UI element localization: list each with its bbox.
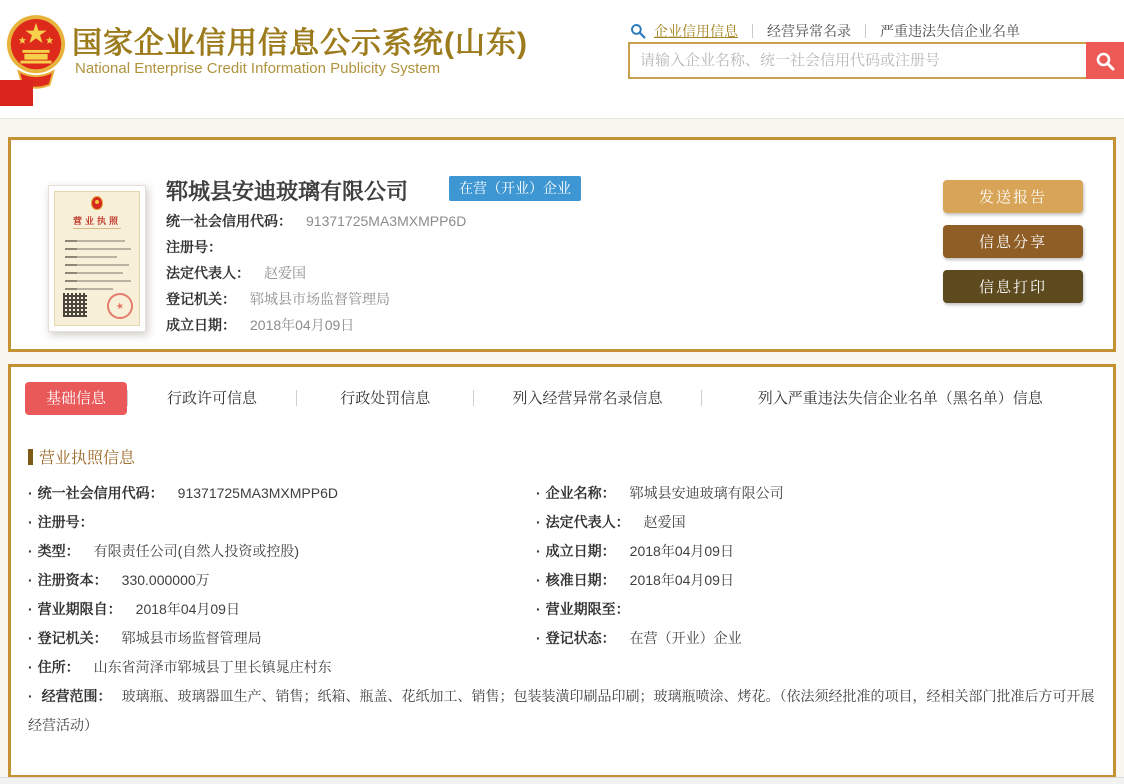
site-header bbox=[0, 0, 1124, 119]
field-label: 成立日期： bbox=[545, 543, 616, 559]
field-value: 91371725MA3MXMPP6D bbox=[306, 213, 467, 229]
field-label: 注册号： bbox=[37, 514, 94, 530]
site-subtitle: National Enterprise Credit Information Publicity System bbox=[75, 60, 441, 77]
license-text-line bbox=[65, 272, 123, 274]
field-approval-date bbox=[536, 566, 1070, 595]
section-header bbox=[28, 445, 135, 468]
field-credit-code bbox=[28, 479, 536, 508]
field-value: 赵爱国 bbox=[643, 514, 686, 530]
field-value: 山东省菏泽市郓城县丁里长镇晁庄村东 bbox=[93, 659, 332, 675]
field-label: 法定代表人： bbox=[166, 265, 250, 281]
summary-field-legal-representative bbox=[166, 260, 466, 286]
field-value: 郓城县市场监督管理局 bbox=[121, 630, 262, 646]
nav-separator bbox=[752, 24, 753, 38]
field-value: 玻璃瓶、玻璃器皿生产、销售；纸箱、瓶盖、花纸加工、销售；包装装潢印刷品印刷；玻璃瓶喷涂、烤花。（依法须经批准的项目，经相关部门批准后方可开展经营活动） bbox=[28, 688, 1095, 733]
field-label: 登记机关： bbox=[37, 630, 108, 646]
company-summary-card bbox=[8, 137, 1116, 352]
license-title: 营业执照 bbox=[72, 216, 121, 226]
search-icon bbox=[630, 23, 646, 39]
summary-field-credit-code bbox=[166, 208, 466, 234]
tab-bar bbox=[25, 381, 1099, 415]
summary-fields bbox=[166, 208, 466, 338]
license-text-line bbox=[65, 264, 129, 266]
field-company-name bbox=[536, 479, 1070, 508]
tab-basic-info[interactable]: 基础信息 bbox=[25, 382, 127, 415]
site-title: 国家企业信用信息公示系统(山东) bbox=[72, 27, 528, 60]
field-value: 郓城县市场监督管理局 bbox=[250, 291, 390, 307]
field-business-scope bbox=[28, 682, 1096, 740]
field-company-type bbox=[28, 537, 536, 566]
tab-administrative-penalty[interactable]: 行政处罚信息 bbox=[340, 389, 431, 407]
license-text-line bbox=[65, 240, 125, 242]
field-label: 登记机关： bbox=[166, 291, 236, 307]
grid-right-column bbox=[536, 479, 1070, 682]
field-value: 有限责任公司(自然人投资或控股) bbox=[93, 543, 299, 559]
tab-blacklist[interactable]: 列入严重违法失信企业名单（黑名单）信息 bbox=[757, 389, 1043, 407]
field-value: 330.000000万 bbox=[121, 572, 210, 588]
nav-separator bbox=[865, 24, 866, 38]
logo-red-ribbon bbox=[0, 80, 33, 106]
field-label: 成立日期： bbox=[166, 317, 236, 333]
field-label: 法定代表人： bbox=[545, 514, 630, 530]
field-label: 注册资本： bbox=[37, 572, 108, 588]
field-label: 注册号： bbox=[166, 239, 222, 255]
field-term-end bbox=[536, 595, 1070, 624]
company-name: 郓城县安迪玻璃有限公司 bbox=[166, 179, 409, 204]
license-emblem-icon bbox=[91, 196, 103, 210]
field-label: 类型： bbox=[37, 543, 80, 559]
license-text-line bbox=[65, 288, 113, 290]
field-value: 在营（开业）企业 bbox=[629, 630, 742, 646]
field-label: 经营范围： bbox=[41, 688, 112, 704]
top-nav bbox=[630, 20, 1124, 42]
field-establishment-date bbox=[536, 537, 1070, 566]
search-button[interactable] bbox=[1086, 42, 1124, 79]
summary-field-establishment-date bbox=[166, 312, 466, 338]
field-label: 营业期限自： bbox=[37, 601, 122, 617]
license-info-grid bbox=[28, 479, 1096, 740]
summary-field-registration-authority bbox=[166, 286, 466, 312]
field-label: 企业名称： bbox=[545, 485, 616, 501]
grid-left-column bbox=[28, 479, 536, 682]
send-report-button[interactable]: 发送报告 bbox=[943, 180, 1083, 213]
license-paper bbox=[54, 191, 140, 326]
license-text-line bbox=[65, 248, 131, 250]
field-label: 核准日期： bbox=[545, 572, 616, 588]
field-registration-status bbox=[536, 624, 1070, 653]
field-address bbox=[28, 653, 536, 682]
status-badge: 在营（开业）企业 bbox=[449, 176, 581, 201]
field-label: 统一社会信用代码： bbox=[166, 213, 292, 229]
seal-icon: ★ bbox=[105, 291, 136, 322]
detail-card bbox=[8, 364, 1116, 778]
national-emblem-logo bbox=[5, 7, 67, 89]
action-buttons bbox=[943, 180, 1083, 315]
tab-abnormal-operations-list[interactable]: 列入经营异常名录信息 bbox=[512, 389, 663, 407]
search-bar bbox=[628, 42, 1124, 79]
field-value: 2018年04月09日 bbox=[135, 601, 240, 617]
summary-field-registration-no bbox=[166, 234, 466, 260]
field-registration-authority bbox=[28, 624, 536, 653]
search-button-icon bbox=[1095, 51, 1115, 71]
license-text-line bbox=[65, 280, 131, 282]
qr-code bbox=[63, 293, 87, 317]
field-value: 2018年04月09日 bbox=[629, 543, 734, 559]
field-legal-representative bbox=[536, 508, 1070, 537]
info-share-button[interactable]: 信息分享 bbox=[943, 225, 1083, 258]
field-registration-no bbox=[28, 508, 536, 537]
nav-link-abnormal-operations[interactable]: 经营异常名录 bbox=[767, 23, 851, 39]
field-value: 2018年04月09日 bbox=[629, 572, 734, 588]
license-divider bbox=[73, 228, 121, 229]
license-text-line bbox=[65, 256, 117, 258]
field-term-start bbox=[28, 595, 536, 624]
nav-link-enterprise-credit[interactable]: 企业信用信息 bbox=[654, 23, 738, 39]
section-bar bbox=[28, 449, 33, 465]
bottom-strip bbox=[0, 777, 1124, 784]
field-registered-capital bbox=[28, 566, 536, 595]
field-label: 住所： bbox=[37, 659, 80, 675]
field-label: 登记状态： bbox=[545, 630, 616, 646]
business-license-thumbnail[interactable] bbox=[48, 185, 146, 332]
field-value: 赵爱国 bbox=[264, 265, 306, 281]
info-print-button[interactable]: 信息打印 bbox=[943, 270, 1083, 303]
search-input[interactable] bbox=[628, 42, 1086, 79]
field-label: 营业期限至： bbox=[545, 601, 630, 617]
field-label: 统一社会信用代码： bbox=[37, 485, 164, 501]
tab-administrative-license[interactable]: 行政许可信息 bbox=[167, 389, 258, 407]
field-value: 郓城县安迪玻璃有限公司 bbox=[629, 485, 784, 501]
field-value: 2018年04月09日 bbox=[250, 317, 355, 333]
field-value: 91371725MA3MXMPP6D bbox=[177, 485, 338, 501]
section-title: 营业执照信息 bbox=[39, 450, 136, 467]
nav-link-serious-violations[interactable]: 严重违法失信企业名单 bbox=[880, 23, 1020, 39]
